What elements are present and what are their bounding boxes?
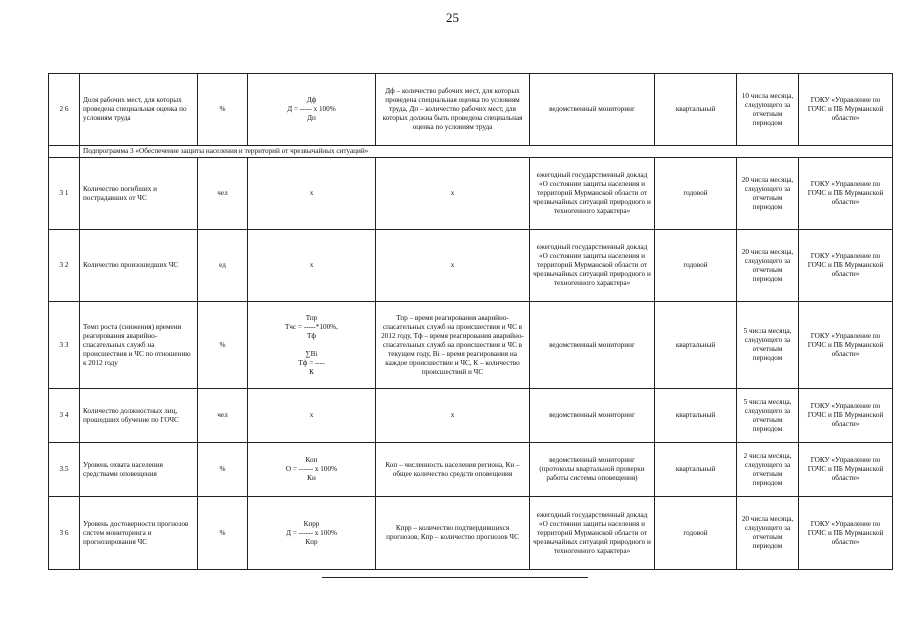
- formula-line: x: [309, 411, 314, 419]
- formula-description: Коп – численность населения региона, Кн – общее количество средств оповещения: [376, 443, 530, 497]
- formula-line: О = ------ x 100%: [285, 465, 338, 473]
- collection-method: ведомственный мониторинг: [530, 74, 655, 146]
- row-number: 3 3: [49, 302, 80, 389]
- table-row: [49, 389, 893, 443]
- formula-cell: [248, 443, 376, 497]
- deadline-cell: 10 числа месяца, следующего за отчетным периодом: [737, 74, 799, 146]
- deadline-cell: 20 числа месяца, следующего за отчетным периодом: [737, 497, 799, 570]
- collection-method: ежегодный государственный доклад «О состоянии защиты населения и территорий Мурманской области от чрезвычайных ситуаций природного и техногенного характера»: [530, 230, 655, 302]
- formula: [310, 261, 314, 270]
- subprogram-spacer: [49, 146, 80, 158]
- formula-line: Кн: [307, 474, 316, 482]
- formula-description: Тпр – время реагирования аварийно-спасательных служб на происшествия и ЧС в 2012 году, Тф – время реагирования аварийно-спасательных служб на происшествия и ЧС в текущем году, Вi – время реагирования на каждое происшествие и ЧС, К – количество происшествий и ЧС: [376, 302, 530, 389]
- subprogram-title: Подпрограмма 3 «Обеспечение защиты населения и территорий от чрезвычайных ситуаций»: [80, 146, 893, 158]
- frequency-cell: квартальный: [655, 74, 737, 146]
- frequency-cell: квартальный: [655, 389, 737, 443]
- indicator-name: Уровень охвата населения средствами оповещения: [80, 443, 198, 497]
- formula-cell: [248, 230, 376, 302]
- frequency-cell: годовой: [655, 158, 737, 230]
- formula-line: Дф: [306, 96, 317, 104]
- unit-cell: %: [198, 443, 248, 497]
- page-number: 25: [446, 10, 459, 25]
- table-row: [49, 443, 893, 497]
- formula-line: Коп: [305, 456, 318, 464]
- indicator-name: Доля рабочих мест, для которых проведена специальная оценка по условиям труда: [80, 74, 198, 146]
- formula-cell: [248, 389, 376, 443]
- formula-line: Д = ----- x 100%: [287, 105, 336, 113]
- collection-method: ведомственный мониторинг: [530, 302, 655, 389]
- table-row: [49, 74, 893, 146]
- responsible-cell: ГОКУ «Управление по ГОЧС и ПБ Мурманской области»: [799, 230, 893, 302]
- unit-cell: чел: [198, 158, 248, 230]
- deadline-cell: 5 числа месяца, следующего за отчетным периодом: [737, 389, 799, 443]
- formula-line: Тчс = -----*100%,: [285, 322, 338, 331]
- responsible-cell: ГОКУ «Управление по ГОЧС и ПБ Мурманской области»: [799, 158, 893, 230]
- formula: [286, 456, 337, 483]
- formula-description: x: [376, 158, 530, 230]
- unit-cell: ед: [198, 230, 248, 302]
- collection-method: ежегодный государственный доклад «О состоянии защиты населения и территорий Мурманской области от чрезвычайных ситуаций природного и техногенного характера»: [530, 497, 655, 570]
- bottom-rule: [322, 577, 588, 578]
- formula-cell: [248, 497, 376, 570]
- formula-cell: [248, 74, 376, 146]
- formula-description: x: [376, 230, 530, 302]
- row-number: 3 4: [49, 389, 80, 443]
- formula-description: x: [376, 389, 530, 443]
- collection-method: ведомственный мониторинг: [530, 389, 655, 443]
- collection-method: ведомственный мониторинг (протоколы квартальной проверки работы системы оповещения): [530, 443, 655, 497]
- deadline-cell: 5 числа месяца, следующего за отчетным периодом: [737, 302, 799, 389]
- formula-line: Кпр: [305, 537, 318, 546]
- formula: [310, 189, 314, 198]
- deadline-cell: 2 числа месяца, следующего за отчетным периодом: [737, 443, 799, 497]
- formula-description: Кпрр – количество подтвердившихся прогнозов, Кпр – количество прогнозов ЧС: [376, 497, 530, 570]
- formula: [286, 520, 337, 547]
- formula: [310, 411, 314, 420]
- subprogram-row: [49, 146, 893, 158]
- deadline-cell: 20 числа месяца, следующего за отчетным периодом: [737, 158, 799, 230]
- unit-cell: %: [198, 497, 248, 570]
- formula-line: Д = ------ x 100%: [286, 528, 337, 537]
- formula-line: Тф: [306, 331, 317, 340]
- responsible-cell: ГОКУ «Управление по ГОЧС и ПБ Мурманской области»: [799, 74, 893, 146]
- formula-line: Кпрр: [303, 519, 320, 528]
- formula-line: x: [309, 189, 314, 197]
- frequency-cell: годовой: [655, 230, 737, 302]
- table-row: [49, 158, 893, 230]
- table-row: [49, 230, 893, 302]
- formula-line: Тф = ----: [298, 358, 325, 367]
- indicator-name: Количество произошедших ЧС: [80, 230, 198, 302]
- indicators-table: [48, 73, 893, 570]
- indicator-name: Количество погибших и пострадавших от ЧС: [80, 158, 198, 230]
- unit-cell: %: [198, 302, 248, 389]
- row-number: 3 1: [49, 158, 80, 230]
- formula-line: Тпр: [305, 313, 318, 322]
- unit-cell: чел: [198, 389, 248, 443]
- unit-cell: %: [198, 74, 248, 146]
- row-number: 3.5: [49, 443, 80, 497]
- formula-line: К: [309, 367, 314, 376]
- table-row: [49, 497, 893, 570]
- formula-line: Дп: [307, 114, 316, 122]
- formula-cell: [248, 158, 376, 230]
- formula-line: x: [309, 261, 314, 269]
- formula-line: ∑Вi: [305, 349, 318, 358]
- responsible-cell: ГОКУ «Управление по ГОЧС и ПБ Мурманской области»: [799, 302, 893, 389]
- table-body: [49, 74, 893, 570]
- responsible-cell: ГОКУ «Управление по ГОЧС и ПБ Мурманской области»: [799, 443, 893, 497]
- responsible-cell: ГОКУ «Управление по ГОЧС и ПБ Мурманской области»: [799, 497, 893, 570]
- row-number: 3 2: [49, 230, 80, 302]
- formula-line: [285, 341, 338, 350]
- row-number: 3 6: [49, 497, 80, 570]
- frequency-cell: годовой: [655, 497, 737, 570]
- frequency-cell: квартальный: [655, 302, 737, 389]
- formula: [285, 314, 338, 377]
- frequency-cell: квартальный: [655, 443, 737, 497]
- deadline-cell: 20 числа месяца, следующего за отчетным периодом: [737, 230, 799, 302]
- responsible-cell: ГОКУ «Управление по ГОЧС и ПБ Мурманской области»: [799, 389, 893, 443]
- formula-description: Дф – количество рабочих мест, для которых проведена специальная оценка по условиям труда, Дп – количество рабочих мест, для которых должна быть проведена специальная оценка по условиям труда: [376, 74, 530, 146]
- formula-cell: [248, 302, 376, 389]
- indicator-name: Количество должностных лиц, прошедших обучение по ГОЧС: [80, 389, 198, 443]
- indicator-name: Темп роста (снижения) времени реагирования аварийно-спасательных служб на происшествия и ЧС по отношению к 2012 году: [80, 302, 198, 389]
- collection-method: ежегодный государственный доклад «О состоянии защиты населения и территорий Мурманской области от чрезвычайных ситуаций природного и техногенного характера»: [530, 158, 655, 230]
- formula: [287, 96, 335, 123]
- indicator-name: Уровень достоверности прогнозов систем мониторинга и прогнозирования ЧС: [80, 497, 198, 570]
- table-row: [49, 302, 893, 389]
- row-number: 2 6: [49, 74, 80, 146]
